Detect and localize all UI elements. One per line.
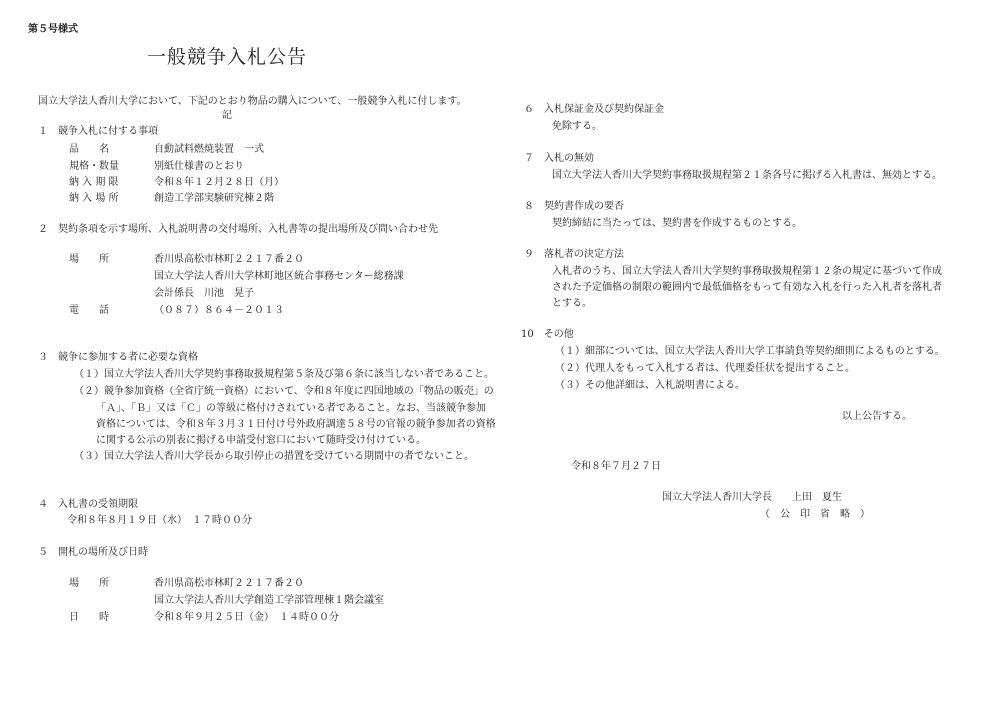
signer: 国立大学法人香川大学長 上田 夏生 [662,492,842,503]
s3-line: に関する公示の別表に掲げる申請受付窓口において随時受け付けている。 [96,435,426,446]
intro-text: 国立大学法人香川大学において、下記のとおり物品の購入について、一般競争入札に付します。 [38,96,467,107]
s2-phone-label: 電 話 [69,305,109,316]
notice-date: 令和８年７月２７日 [571,461,661,472]
s6-text: 免除する。 [552,121,602,132]
s2-place-line: 国立大学法人香川大学林町地区統合事務センター総務課 [154,271,404,282]
seal-omitted: （ 公 印 省 略 ） [760,509,870,520]
s3-line: 「Ａ」、「Ｂ」又は「Ｃ」の等級に格付けされている者であること。なお、当該競争参加 [96,403,486,414]
s2-place-label: 場 所 [69,254,109,265]
s5-place-label: 場 所 [69,578,109,589]
section-9-heading: ９ 落札者の決定方法 [524,249,624,260]
section-10-heading: 10 その他 [521,329,574,340]
section-2-heading: ２ 契約条項を示す場所、入札説明書の交付場所、入札書等の提出場所及び問い合わせ先 [38,224,438,235]
s1-label-deadline: 納 入 期 限 [69,177,119,188]
form-number: 第５号様式 [28,24,78,35]
s2-place-line: 香川県高松市林町２２１７番２０ [154,254,304,265]
section-1-heading: １ 競争入札に付する事項 [38,126,158,137]
s9-line: 入札者のうち、国立大学法人香川大学契約事務取扱規程第１２条の規定に基づいて作成 [552,266,942,277]
s10-line: （２）代理人をもって入札する者は、代理委任状を提出すること。 [555,363,855,374]
s9-line: された予定価格の制限の範囲内で最低価格をもって有効な入札を行った入札者を落札者 [552,282,942,293]
s4-deadline: 令和８年８月１９日（水） １７時００分 [67,515,252,526]
section-6-heading: ６ 入札保証金及び契約保証金 [524,104,664,115]
s3-line: （２）競争参加資格（全省庁統一資格）において、令和８年度に四国地域の「物品の販売」の [74,386,494,397]
page-title: 一般競争入札公告 [147,46,308,68]
s5-datetime: 令和８年９月２５日（金） １４時００分 [154,612,339,623]
s9-line: とする。 [552,298,592,309]
s10-line: （１）細部については、国立大学法人香川大学工事請負等契約細則によるものとする。 [555,346,945,357]
section-7-heading: ７ 入札の無効 [524,153,594,164]
section-3-heading: ３ 競争に参加する者に必要な資格 [38,352,198,363]
s2-phone: （０８７）８６４－２０１３ [154,305,284,316]
s10-line: （３）その他詳細は、入札説明書による。 [555,380,745,391]
s1-label-item: 品 名 [69,144,109,155]
s3-line: （３）国立大学法人香川大学長から取引停止の措置を受けている期間中の者でないこと。 [74,451,474,462]
s1-label-place: 納 入 場 所 [69,193,119,204]
s5-datetime-label: 日 時 [69,612,109,623]
s5-place-line: 香川県高松市林町２２１７番２０ [154,578,304,589]
s1-label-spec: 規格・数量 [69,161,119,172]
s1-value-item: 自動試料燃焼装置 一式 [154,144,264,155]
closing-text: 以上公告する。 [842,411,912,422]
s2-place-line: 会計係長 川池 晃子 [154,288,254,299]
s1-value-spec: 別紙仕様書のとおり [154,161,244,172]
s1-value-deadline: 令和８年１２月２８日（月） [154,177,284,188]
section-8-heading: ８ 契約書作成の要否 [524,201,624,212]
s1-value-place: 創造工学部実験研究棟２階 [154,193,274,204]
s5-place-line: 国立大学法人香川大学創造工学部管理棟１階会議室 [154,595,384,606]
ki-mark: 記 [222,110,232,121]
s7-text: 国立大学法人香川大学契約事務取扱規程第２１条各号に掲げる入札書は、無効とする。 [552,170,942,181]
s8-text: 契約締結に当たっては、契約書を作成するものとする。 [552,218,802,229]
section-4-heading: ４ 入札書の受領期限 [38,499,138,510]
section-5-heading: ５ 開札の場所及び日時 [38,547,148,558]
s3-line: （１）国立大学法人香川大学契約事務取扱規程第５条及び第６条に該当しない者であること。 [74,369,494,380]
s3-line: 資格については、令和８年３月３１日付け号外政府調達５８号の官報の競争参加者の資格 [96,419,496,430]
